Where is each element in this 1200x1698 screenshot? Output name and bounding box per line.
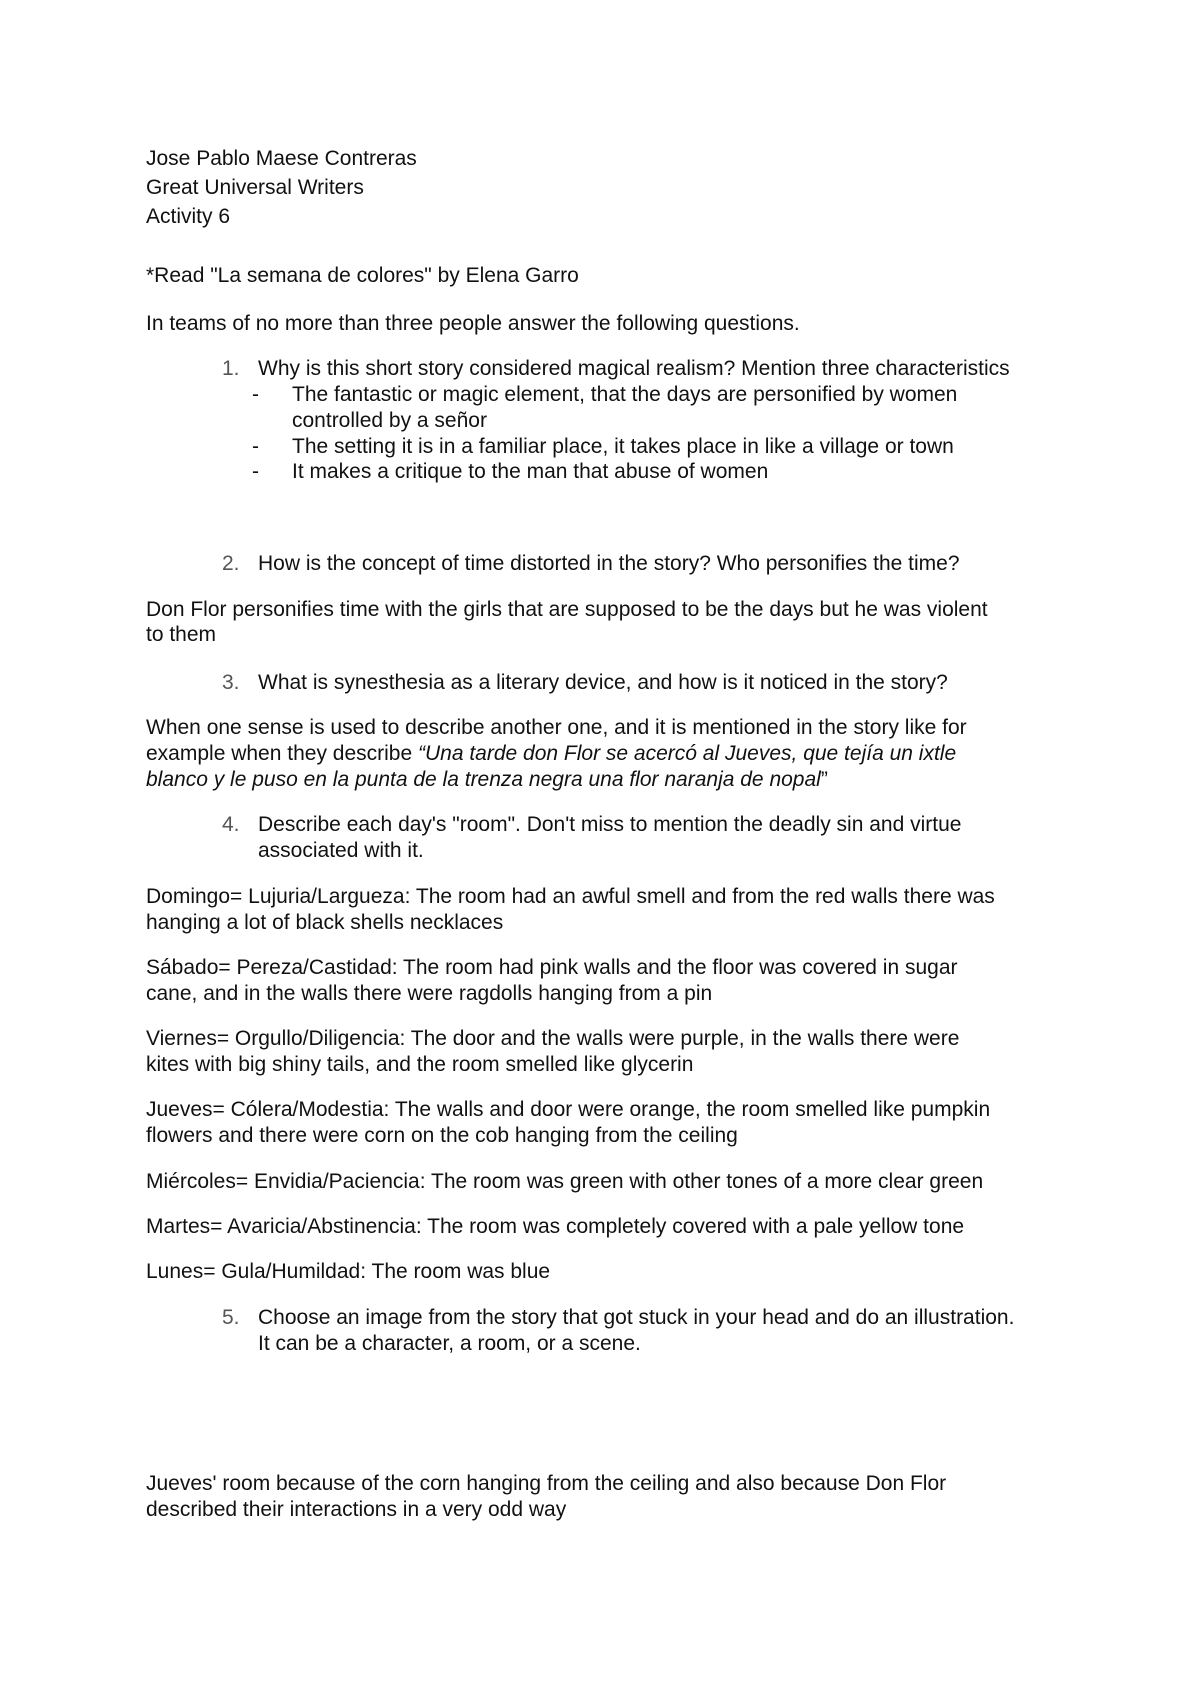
answer-text: to them	[146, 623, 217, 646]
bullet-text: It makes a critique to the man that abuse of women	[292, 460, 769, 483]
day-description: Domingo= Lujuria/Largueza: The room had an awful smell and from the red walls there was	[146, 885, 995, 908]
story-quote: blanco y le puso en la punta de la trenza negra una flor naranja de nopal	[146, 768, 821, 791]
question-number: 5.	[222, 1306, 240, 1329]
day-description: Sábado= Pereza/Castidad: The room had pink walls and the floor was covered in sugar	[146, 956, 958, 979]
day-description: Viernes= Orgullo/Diligencia: The door and the walls were purple, in the walls there were	[146, 1027, 960, 1050]
answer-text: Don Flor personifies time with the girls that are supposed to be the days but he was violent	[146, 598, 988, 621]
reading-instruction: *Read "La semana de colores" by Elena Garro	[146, 264, 579, 287]
day-description: flowers and there were corn on the cob hanging from the ceiling	[146, 1124, 738, 1147]
answer-text: Jueves' room because of the corn hanging from the ceiling and also because Don Flor	[146, 1472, 947, 1495]
day-description: Jueves= Cólera/Modestia: The walls and door were orange, the room smelled like pumpkin	[146, 1098, 991, 1121]
question-text: It can be a character, a room, or a scene.	[258, 1332, 641, 1355]
question-number: 3.	[222, 671, 240, 694]
day-description: cane, and in the walls there were ragdolls hanging from a pin	[146, 982, 713, 1005]
course-name: Great Universal Writers	[146, 176, 364, 199]
bullet-text: controlled by a señor	[292, 409, 487, 432]
question-text: Describe each day's "room". Don't miss to mention the deadly sin and virtue	[258, 813, 962, 836]
day-description: hanging a lot of black shells necklaces	[146, 911, 504, 934]
intro-text: In teams of no more than three people answer the following questions.	[146, 312, 800, 335]
question-text: What is synesthesia as a literary device, and how is it noticed in the story?	[258, 671, 948, 694]
quote-close: ”	[820, 768, 828, 791]
answer-text: described their interactions in a very odd way	[146, 1498, 567, 1521]
answer-text	[146, 767, 828, 793]
question-text: Why is this short story considered magical realism? Mention three characteristics	[258, 357, 1010, 380]
bullet-dash: -	[252, 460, 259, 483]
bullet-text: The setting it is in a familiar place, it takes place in like a village or town	[292, 435, 954, 458]
bullet-dash: -	[252, 435, 259, 458]
bullet-text: The fantastic or magic element, that the days are personified by women	[292, 383, 958, 406]
question-number: 4.	[222, 813, 240, 836]
bullet-dash: -	[252, 383, 259, 406]
answer-text-plain: example when they describe	[146, 742, 418, 765]
question-text: Choose an image from the story that got stuck in your head and do an illustration.	[258, 1306, 1015, 1329]
activity-title: Activity 6	[146, 205, 231, 228]
question-number: 1.	[222, 357, 240, 380]
answer-text	[146, 741, 956, 767]
answer-text: When one sense is used to describe another one, and it is mentioned in the story like for	[146, 716, 967, 739]
question-number: 2.	[222, 552, 240, 575]
question-text: associated with it.	[258, 839, 424, 862]
day-description: Lunes= Gula/Humildad: The room was blue	[146, 1260, 551, 1283]
day-description: Martes= Avaricia/Abstinencia: The room was completely covered with a pale yellow tone	[146, 1215, 965, 1238]
student-name: Jose Pablo Maese Contreras	[146, 147, 417, 170]
question-text: How is the concept of time distorted in the story? Who personifies the time?	[258, 552, 960, 575]
day-description: kites with big shiny tails, and the room smelled like glycerin	[146, 1053, 694, 1076]
day-description: Miércoles= Envidia/Paciencia: The room was green with other tones of a more clear green	[146, 1170, 984, 1193]
story-quote: “Una tarde don Flor se acercó al Jueves, que tejía un ixtle	[418, 742, 957, 765]
